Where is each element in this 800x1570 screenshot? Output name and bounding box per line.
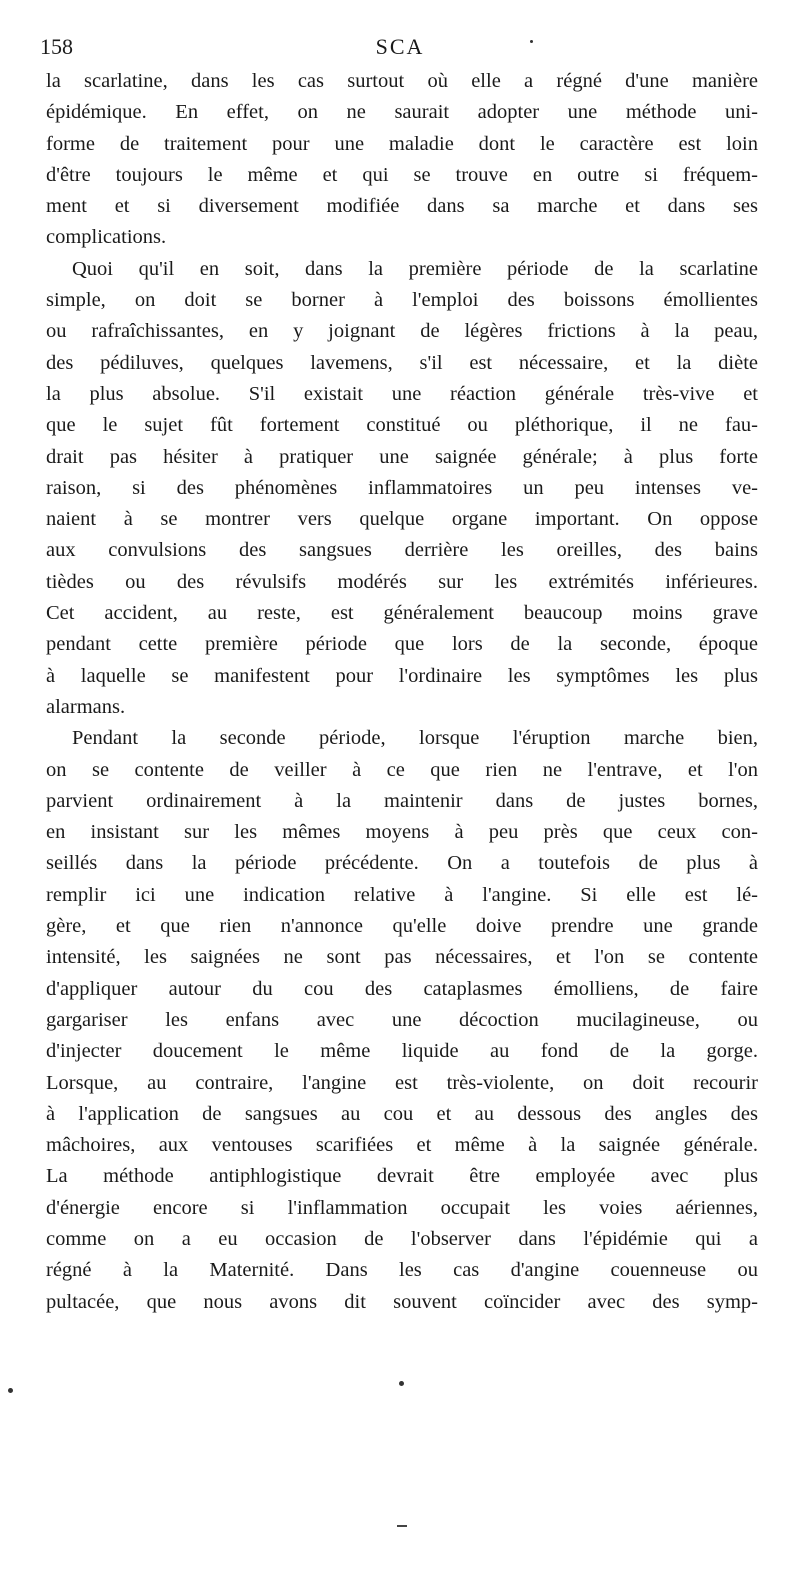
text-line: Quoi qu'il en soit, dans la première période de la scarlatine xyxy=(72,257,758,280)
text-line: d'être toujours le même et qui se trouve en outre si fréquem- xyxy=(46,163,758,186)
text-line: tièdes ou des révulsifs modérés sur les extrémités inférieures. xyxy=(46,570,758,593)
text-line: régné à la Maternité. Dans les cas d'angine couenneuse ou xyxy=(46,1259,758,1282)
running-title: SCA xyxy=(375,34,425,59)
text-line: à laquelle se manifestent pour l'ordinaire les symptômes les plus xyxy=(46,664,758,687)
running-head xyxy=(40,34,760,64)
text-line: la scarlatine, dans les cas surtout où elle a régné d'une manière xyxy=(46,70,758,92)
ink-speck xyxy=(399,1381,404,1386)
text-line: on se contente de veiller à ce que rien ne l'entrave, et l'on xyxy=(46,758,758,781)
text-line: forme de traitement pour une maladie dont le caractère est loin xyxy=(46,132,758,155)
text-line: Cet accident, au reste, est généralement beaucoup moins grave xyxy=(46,602,758,625)
text-line: des pédiluves, quelques lavemens, s'il est nécessaire, et la diète xyxy=(46,351,758,374)
text-line: complications. xyxy=(46,226,167,249)
text-line: Pendant la seconde période, lorsque l'éruption marche bien, xyxy=(72,727,758,750)
body-text xyxy=(46,66,758,1318)
text-line: que le sujet fût fortement constitué ou pléthorique, il ne fau- xyxy=(46,414,758,437)
ink-mark xyxy=(397,1525,407,1527)
paragraph-3 xyxy=(46,723,758,1318)
text-line: comme on a eu occasion de l'observer dans l'épidémie qui a xyxy=(46,1227,758,1250)
text-line: gère, et que rien n'annonce qu'elle doive prendre une grande xyxy=(46,915,758,938)
text-line: d'injecter doucement le même liquide au fond de la gorge. xyxy=(46,1040,758,1063)
text-line: gargariser les enfans avec une décoction mucilagineuse, ou xyxy=(46,1008,758,1031)
ink-speck xyxy=(8,1388,13,1393)
text-line: mâchoires, aux ventouses scarifiées et même à la saignée générale. xyxy=(46,1134,758,1157)
ink-speck xyxy=(530,40,533,43)
text-line: aux convulsions des sangsues derrière les oreilles, des bains xyxy=(46,539,758,562)
text-line: la plus absolue. S'il existait une réaction générale très-vive et xyxy=(46,382,758,405)
text-line: drait pas hésiter à pratiquer une saignée générale; à plus forte xyxy=(46,445,758,468)
page-number: 158 xyxy=(40,34,73,59)
text-line: ou rafraîchissantes, en y joignant de légères frictions à la peau, xyxy=(46,320,758,343)
text-line: d'énergie encore si l'inflammation occupait les voies aériennes, xyxy=(46,1196,758,1219)
text-line: en insistant sur les mêmes moyens à peu près que ceux con- xyxy=(46,821,758,844)
text-line: simple, on doit se borner à l'emploi des boissons émollientes xyxy=(46,289,758,312)
text-line: intensité, les saignées ne sont pas nécessaires, et l'on se contente xyxy=(46,946,758,969)
text-line: pultacée, que nous avons dit souvent coïncider avec des symp- xyxy=(46,1290,758,1313)
text-line: alarmans. xyxy=(46,695,126,718)
text-line: remplir ici une indication relative à l'angine. Si elle est lé- xyxy=(46,883,758,906)
text-line: raison, si des phénomènes inflammatoires un peu intenses ve- xyxy=(46,476,758,499)
text-line: à l'application de sangsues au cou et au dessous des angles des xyxy=(46,1102,758,1125)
paragraph-2 xyxy=(46,254,758,723)
text-line: ment et si diversement modifiée dans sa marche et dans ses xyxy=(46,195,758,218)
text-line: Lorsque, au contraire, l'angine est très-violente, on doit recourir xyxy=(46,1071,758,1094)
text-line: naient à se montrer vers quelque organe important. On oppose xyxy=(46,508,758,531)
text-line: La méthode antiphlogistique devrait être employée avec plus xyxy=(46,1165,758,1188)
text-line: pendant cette première période que lors de la seconde, époque xyxy=(46,633,758,656)
paragraph-1 xyxy=(46,66,758,254)
text-line: épidémique. En effet, on ne saurait adopter une méthode uni- xyxy=(46,101,758,124)
text-line: d'appliquer autour du cou des cataplasmes émolliens, de faire xyxy=(46,977,758,1000)
text-line: parvient ordinairement à la maintenir dans de justes bornes, xyxy=(46,789,758,812)
text-line: seillés dans la période précédente. On a toutefois de plus à xyxy=(46,852,758,875)
